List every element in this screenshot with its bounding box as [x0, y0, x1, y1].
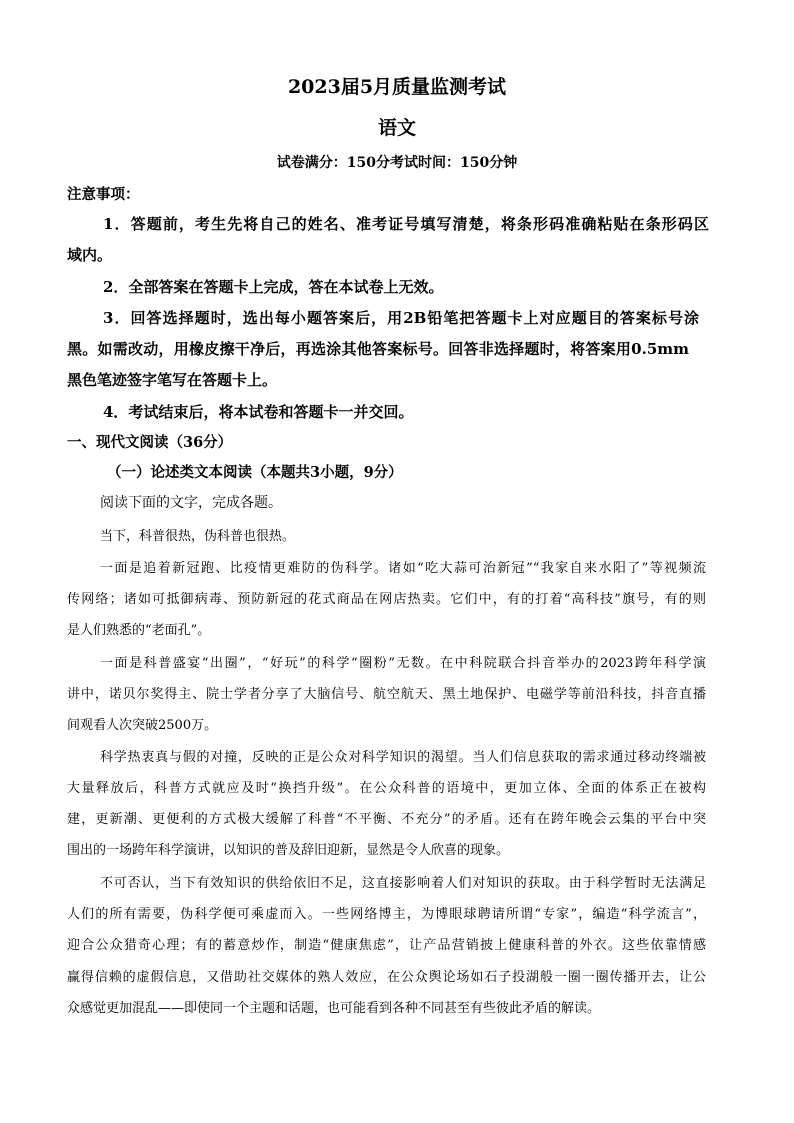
- notice-item-3-line-1: 3．回答选择题时，选出每小题答案后，用2B铅笔把答题卡上对应题目的答案标号涂: [103, 309, 699, 327]
- passage-p2-line-2: 传网络；诸如可抵御病毒、预防新冠的花式商品在网店热卖。它们中，有的打着“高科技”旗号，有的则: [67, 592, 706, 607]
- reading-instruction: 阅读下面的文字，完成各题。: [100, 495, 282, 511]
- passage-p2-line-3: 是人们熟悉的“老面孔”。: [67, 623, 211, 638]
- exam-title: 2023届5月质量监测考试: [287, 76, 507, 98]
- section-subheading: （一）论述类文本阅读（本题共3小题，9分）: [107, 464, 403, 481]
- passage-p4-line-2: 大量释放后，科普方式就应及时“换挡升级”。在公众科普的语境中，更加立体、全面的体系正在被构: [67, 781, 706, 796]
- subject-title: 语文: [377, 117, 416, 139]
- exam-meta: 试卷满分：150分考试时间：150分钟: [276, 155, 518, 171]
- passage-p3-line-2: 讲中，诺贝尔奖得主、院士学者分享了大脑信号、航空航天、黑土地保护、电磁学等前沿科技，抖音直播: [67, 687, 706, 702]
- passage-p4-line-4: 围出的一场跨年科学演讲，以知识的普及辞旧迎新，显然是令人欣喜的现象。: [67, 843, 510, 858]
- passage-p5-line-5: 众感觉更加混乱——即使同一个主题和话题，也可能看到各种不同甚至有些彼此矛盾的解读。: [67, 1001, 601, 1016]
- passage-p4-line-1: 科学热衷真与假的对撞，反映的正是公众对科学知识的渴望。当人们信息获取的需求通过移动终端被: [100, 750, 706, 765]
- notice-item-3-line-3: 黑色笔迹签字笔写在答题卡上。: [67, 371, 278, 389]
- passage-paragraph-1: 当下，科普很热，伪科普也很热。: [100, 529, 296, 544]
- passage-p5-line-1: 不可否认，当下有效知识的供给依旧不足，这直接影响着人们对知识的获取。由于科学暂时无法满足: [100, 876, 706, 891]
- notice-item-2: 2．全部答案在答题卡上完成，答在本试卷上无效。: [103, 278, 444, 296]
- notice-item-4: 4．考试结束后，将本试卷和答题卡一并交回。: [103, 403, 414, 421]
- notice-item-1-line-2: 域内。: [67, 246, 113, 264]
- passage-p3-line-3: 间观看人次突破2500万。: [67, 718, 218, 733]
- notice-item-3-line-2: 黑。如需改动，用橡皮擦干净后，再选涂其他答案标号。回答非选择题时，将答案用0.5mm: [67, 340, 689, 358]
- passage-p3-line-1: 一面是科普盛宴“出圈”，“好玩”的科学“圈粉”无数。在中科院联合抖音举办的2023跨年科学演: [100, 656, 706, 671]
- passage-p2-line-1: 一面是追着新冠跑、比疫情更难防的伪科学。诸如“吃大蒜可治新冠”“我家自来水阳了”等视频流: [100, 561, 706, 576]
- notice-item-1-line-1: 1．答题前，考生先将自己的姓名、准考证号填写清楚，将条形码准确粘贴在条形码区: [103, 215, 709, 233]
- passage-p5-line-4: 赢得信赖的虚假信息，又借助社交媒体的熟人效应，在公众舆论场如石子投湖般一圈一圈传播开去，让公: [67, 970, 706, 985]
- notice-heading: 注意事项：: [67, 186, 140, 203]
- section-heading: 一、现代文阅读（36分）: [67, 434, 233, 451]
- passage-p4-line-3: 建，更新潮、更便利的方式极大缓解了科普“不平衡、不充分”的矛盾。还有在跨年晚会云集的平台中突: [67, 812, 706, 827]
- passage-p5-line-3: 迎合公众猎奇心理；有的蓄意炒作，制造“健康焦虑”，让产品营销披上健康科普的外衣。这些依靠情感: [67, 938, 706, 953]
- passage-p5-line-2: 人们的所有需要，伪科学便可乘虚而入。一些网络博主，为博眼球聘请所谓“专家”，编造“科学流言”，: [67, 907, 706, 922]
